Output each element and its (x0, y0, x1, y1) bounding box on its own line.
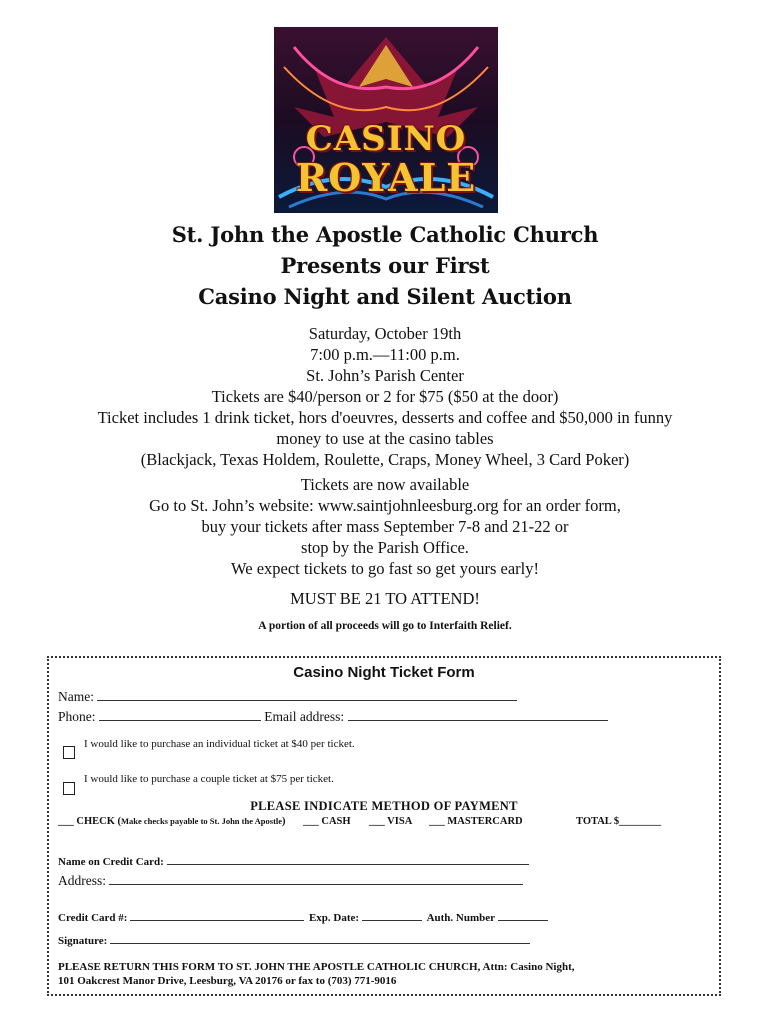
address-row (58, 872, 523, 889)
card-number-row (58, 910, 548, 924)
name-on-card-row (58, 854, 529, 868)
ticket-form (47, 656, 721, 996)
total-field[interactable]: TOTAL $________ (576, 816, 662, 827)
availability-line-4: stop by the Parish Office. (301, 538, 469, 557)
logo-text-royale: ROYALE (295, 155, 477, 200)
individual-ticket-label: I would like to purchase an individual ticket at $40 per ticket. (84, 738, 355, 750)
mastercard-option[interactable]: ___ MASTERCARD (429, 816, 523, 827)
individual-ticket-checkbox[interactable] (63, 746, 75, 759)
availability-line-1: Tickets are now available (300, 475, 470, 494)
event-date: Saturday, October 19th (308, 324, 462, 343)
card-number-label: Credit Card #: (58, 912, 128, 924)
availability-line-3: buy your tickets after mass September 7-8 and 21-22 or (201, 517, 569, 536)
event-title (0, 219, 770, 312)
cash-option[interactable]: ___ CASH (303, 816, 351, 827)
card-number-field[interactable] (130, 910, 304, 921)
logo-text-casino: CASINO (305, 119, 467, 159)
address-label: Address: (58, 873, 106, 888)
phone-label: Phone: (58, 709, 96, 724)
proceeds-note: A portion of all proceeds will go to Interfaith Relief. (258, 620, 512, 632)
auth-number-field[interactable] (498, 910, 548, 921)
availability-line-2: Go to St. John’s website: www.saintjohnleesburg.org for an order form, (149, 496, 621, 515)
check-note: Make checks payable to St. John the Apostle (121, 816, 283, 826)
couple-ticket-checkbox[interactable] (63, 782, 75, 795)
ticket-includes: Ticket includes 1 drink ticket, hors d'oeuvres, desserts and coffee and $50,000 in funny (97, 408, 673, 427)
address-field[interactable] (109, 872, 523, 885)
age-notice: MUST BE 21 TO ATTEND! (290, 589, 480, 608)
email-field[interactable] (348, 708, 608, 721)
casino-games: (Blackjack, Texas Holdem, Roulette, Craps, Money Wheel, 3 Card Poker) (140, 450, 630, 469)
check-option[interactable] (58, 816, 286, 827)
title-line-2: Presents our First (280, 253, 490, 278)
check-label: ___ CHECK ( (58, 816, 121, 827)
return-line-2: 101 Oakcrest Manor Drive, Leesburg, VA 20176 or fax to (703) 771-9016 (58, 975, 397, 987)
name-row (58, 688, 517, 705)
event-details (0, 323, 770, 609)
signature-label: Signature: (58, 935, 108, 947)
check-close: ) (282, 816, 286, 827)
name-on-card-field[interactable] (167, 854, 529, 865)
event-location: St. John’s Parish Center (306, 366, 464, 385)
couple-ticket-label: I would like to purchase a couple ticket at $75 per ticket. (84, 773, 334, 785)
name-label: Name: (58, 689, 94, 704)
availability-line-5: We expect tickets to go fast so get yours early! (231, 559, 539, 578)
title-line-1: St. John the Apostle Catholic Church (171, 222, 599, 247)
signature-field[interactable] (110, 933, 530, 944)
exp-date-field[interactable] (362, 910, 422, 921)
return-instructions (58, 960, 575, 988)
exp-date-label: Exp. Date: (308, 912, 360, 924)
auth-number-label: Auth. Number (426, 912, 495, 924)
payment-heading: PLEASE INDICATE METHOD OF PAYMENT (250, 799, 518, 813)
return-line-1: PLEASE RETURN THIS FORM TO ST. JOHN THE APOSTLE CATHOLIC CHURCH, Attn: Casino Night, (58, 961, 575, 973)
signature-row (58, 933, 530, 947)
event-time: 7:00 p.m.—11:00 p.m. (310, 345, 460, 364)
casino-royale-logo (274, 27, 498, 213)
email-label: Email address: (264, 709, 345, 724)
visa-option[interactable]: ___ VISA (369, 816, 413, 827)
ticket-includes-cont: money to use at the casino tables (276, 429, 494, 448)
phone-field[interactable] (99, 708, 261, 721)
phone-row (58, 708, 608, 725)
ticket-price: Tickets are $40/person or 2 for $75 ($50 at the door) (211, 387, 559, 406)
form-title: Casino Night Ticket Form (293, 664, 475, 681)
name-on-card-label: Name on Credit Card: (58, 856, 164, 868)
title-line-3: Casino Night and Silent Auction (198, 284, 572, 309)
name-field[interactable] (97, 688, 517, 701)
